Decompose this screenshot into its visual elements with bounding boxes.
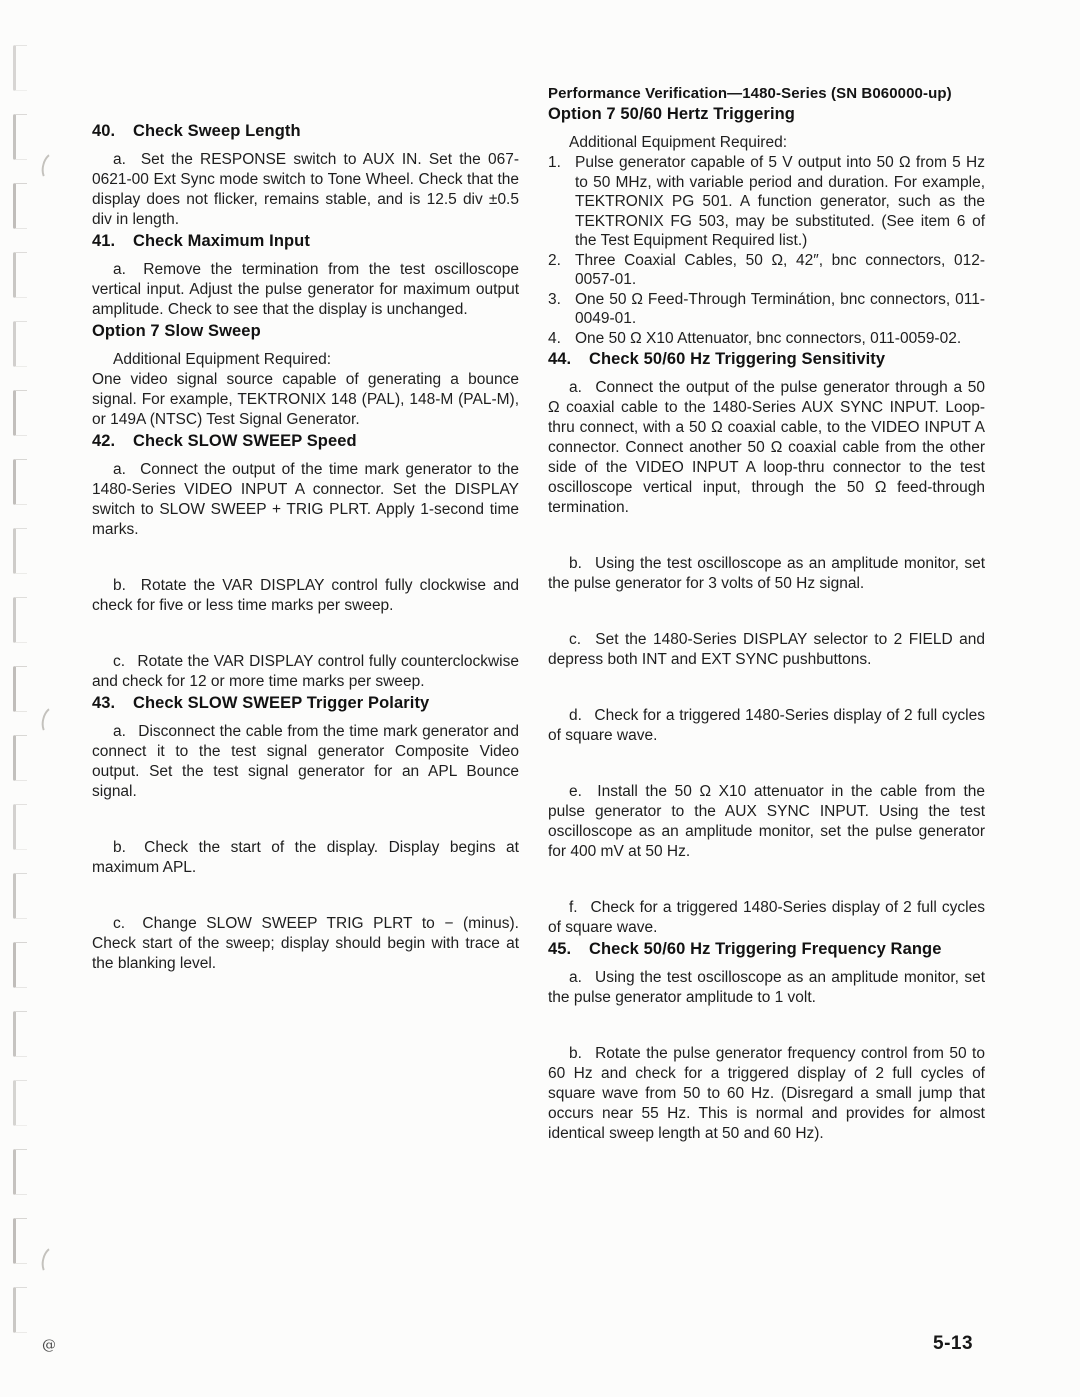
section-title: Option 7 Slow Sweep [92,322,261,340]
paragraph-43a: a. Disconnect the cable from the time mark generator and connect it to the test signal generator Composite Video output. Set the test signal generator for an APL Bounce signal. [92,723,519,800]
binding-mark [13,114,27,160]
binding-mark [13,459,27,505]
section-heading-42 [92,430,519,452]
list-item-text: One 50 Ω X10 Attenuator, bnc connectors, 011-0059-02. [575,329,962,347]
paragraph-43b: b. Check the start of the display. Display begins at maximum APL. [92,839,519,876]
binding-mark [13,873,27,919]
binding-mark [13,1149,27,1195]
list-item-text: Three Coaxial Cables, 50 Ω, 42″, bnc connectors, 012-0057-01. [575,251,985,288]
paragraph-45b: b. Rotate the pulse generator frequency control from 50 to 60 Hz and check for a triggered display of 2 full cycles of square wave from 50 to 60 Hz. (Disregard a small jump that occurs near 55 Hz. This is normal and provides for almost identical sweep length at 50 and 60 Hz). [548,1045,985,1142]
paragraph-option7-equipment: One video signal source capable of generating a bounce signal. For example, TEKTRONIX 148 (PAL), 148-M (PAL-M), or 149A (NTSC) Test Signal Generator. [92,371,519,428]
paragraph-44f: f. Check for a triggered 1480-Series display of 2 full cycles of square wave. [548,899,985,936]
section-title: Check SLOW SWEEP Trigger Polarity [132,694,430,712]
binding-mark [13,942,27,988]
equipment-list-item [548,290,985,329]
binding-mark [13,1011,27,1057]
section-title: Check Maximum Input [132,232,310,250]
binding-mark [13,1218,27,1264]
binding-mark [13,183,27,229]
equipment-list-item [548,329,985,349]
list-item-number: 1. [548,154,561,171]
page-number: 5-13 [933,1333,974,1354]
binding-marks-column [0,0,70,1397]
section-title: Check SLOW SWEEP Speed [132,432,357,450]
equipment-list-item [548,153,985,251]
binding-mark [13,666,27,712]
paragraph-40a: a. Set the RESPONSE switch to AUX IN. Set the 067-0621-00 Ext Sync mode switch to Tone Wheel. Check that the display does not flicker, remains stable, and is 12.5 div ±0.5 div in length. [92,151,519,228]
paragraph-41a: a. Remove the termination from the test oscilloscope vertical input. Adjust the pulse generator for maximum output amplitude. Check to see that the display is unchanged. [92,261,519,318]
section-number: 43. [92,694,116,712]
section-heading-44 [548,348,985,370]
list-item-number: 2. [548,251,561,269]
paren-scan-mark [39,1244,66,1278]
list-item-text: One 50 Ω Feed-Through Terminátion, bnc connectors, 011-0049-01. [575,290,985,327]
equipment-required-label: Additional Equipment Required: [569,134,787,151]
paragraph-42c: c. Rotate the VAR DISPLAY control fully counterclockwise and check for 12 or more time marks per sweep. [92,653,519,690]
paragraph-45a: a. Using the test oscilloscope as an amplitude monitor, set the pulse generator amplitude to 1 volt. [548,969,985,1006]
right-column [548,84,985,1144]
section-heading-option7-slow-sweep [92,320,519,342]
paragraph-43c: c. Change SLOW SWEEP TRIG PLRT to − (minus). Check start of the sweep; display should begin with trace at the blanking level. [92,915,519,972]
equipment-required-label: Additional Equipment Required: [113,351,331,368]
paren-scan-mark [39,150,66,184]
running-header: Performance Verification—1480-Series (SN B060000-up) [548,85,952,102]
section-heading-45 [548,938,985,960]
section-heading-40 [92,120,519,142]
binding-mark [13,1080,27,1126]
section-heading-option7-5060-triggering [548,103,985,125]
binding-mark [13,735,27,781]
section-number: 42. [92,432,116,450]
paragraph-44b: b. Using the test oscilloscope as an amplitude monitor, set the pulse generator for 3 volts of 50 Hz signal. [548,555,985,592]
paragraph-44d: d. Check for a triggered 1480-Series display of 2 full cycles of square wave. [548,707,985,744]
section-title: Option 7 50/60 Hertz Triggering [548,105,795,123]
binding-mark [13,804,27,850]
printer-mark: @ [42,1337,56,1353]
paragraph-44c: c. Set the 1480-Series DISPLAY selector to 2 FIELD and depress both INT and EXT SYNC pushbuttons. [548,631,985,668]
paren-scan-mark [39,704,66,738]
section-title: Check 50/60 Hz Triggering Frequency Range [588,940,942,958]
binding-mark [13,528,27,574]
equipment-list-item [548,251,985,290]
binding-mark [13,321,27,367]
binding-mark [13,1287,27,1333]
list-item-number: 3. [548,290,561,308]
paragraph-42b: b. Rotate the VAR DISPLAY control fully clockwise and check for five or less time marks per sweep. [92,577,519,614]
paragraph-44a: a. Connect the output of the pulse generator through a 50 Ω coaxial cable to the 1480-Series AUX SYNC INPUT. Loop-thru connect, with a 50 Ω coaxial cable, to the VIDEO INPUT A connector. Connect another 50 Ω coaxial cable from the other side of the VIDEO INPUT A loop-thru connector to the test oscilloscope vertical input, through the 50 Ω feed-through termination. [548,379,985,516]
binding-mark [13,252,27,298]
section-heading-43 [92,692,519,714]
left-column [92,120,519,974]
binding-mark [13,390,27,436]
paragraph-42a: a. Connect the output of the time mark generator to the 1480-Series VIDEO INPUT A connector. Set the DISPLAY switch to SLOW SWEEP + TRIG PLRT. Apply 1-second time marks. [92,461,519,538]
equipment-list [548,153,985,348]
section-heading-41 [92,230,519,252]
binding-mark [13,597,27,643]
section-number: 45. [548,940,572,958]
section-title: Check 50/60 Hz Triggering Sensitivity [588,350,886,368]
section-number: 41. [92,232,116,250]
list-item-text: Pulse generator capable of 5 V output into 50 Ω from 5 Hz to 50 MHz, with variable period and duration. For example, TEKTRONIX PG 501. A function generator, such as the TEKTRONIX FG 503, may be substituted. (See item 6 of the Test Equipment Required list.) [575,154,985,249]
section-number: 40. [92,122,116,140]
section-number: 44. [548,350,572,368]
section-title: Check Sweep Length [132,122,301,140]
binding-mark [13,45,27,91]
list-item-number: 4. [548,329,561,347]
paragraph-44e: e. Install the 50 Ω X10 attenuator in the cable from the pulse generator to the AUX SYNC INPUT. Using the test oscilloscope as an amplitude monitor, set the pulse generator for 400 mV at 50 Hz. [548,783,985,860]
